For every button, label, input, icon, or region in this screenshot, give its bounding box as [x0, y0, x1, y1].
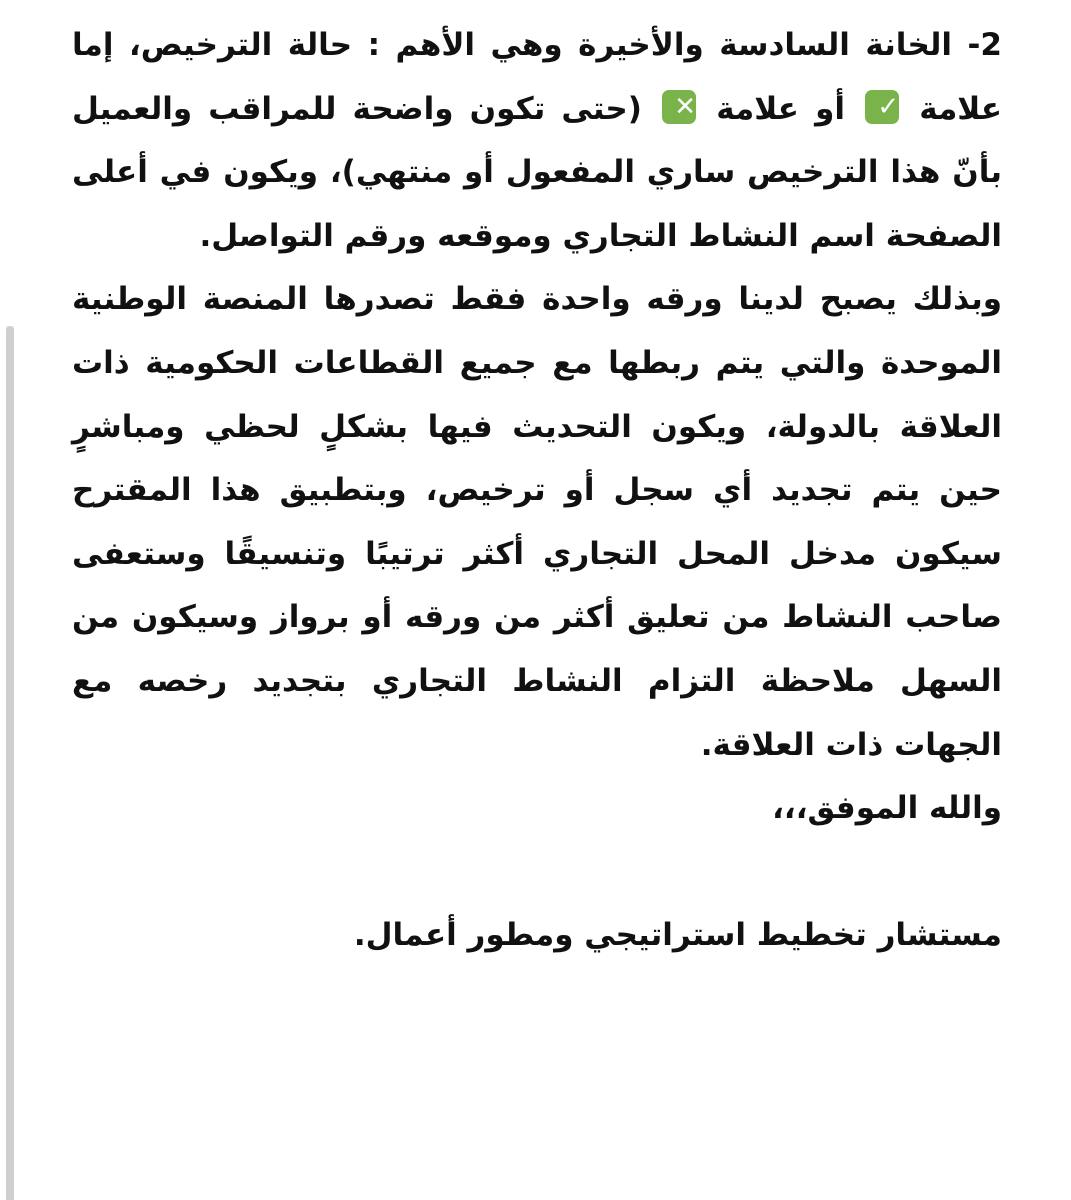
article-line-10: صاحب النشاط من تعليق أكثر من ورقه أو برواز وسيكون من — [72, 599, 1002, 636]
article-line-9: سيكون مدخل المحل التجاري أكثر ترتيبًا وتنسيقًا وستعفى — [72, 535, 1002, 572]
blank-line — [72, 841, 1002, 905]
article-line-4: الصفحة اسم النشاط التجاري وموقعه ورقم التواصل. — [199, 217, 1002, 254]
article-line-2 — [72, 78, 1002, 142]
line-2-prefix-1: علامة — [919, 90, 1003, 127]
article-line-12: الجهات ذات العلاقة. — [700, 726, 1002, 763]
signature-line: مستشار تخطيط استراتيجي ومطور أعمال. — [353, 917, 1002, 954]
line-2-prefix-2: أو علامة — [716, 90, 845, 127]
article-line-6: الموحدة والتي يتم ربطها مع جميع القطاعات الحكومية ذات — [72, 344, 1002, 381]
article-line-5: وبذلك يصبح لدينا ورقه واحدة فقط تصدرها المنصة الوطنية — [72, 281, 1002, 318]
scrollbar-thumb[interactable] — [6, 326, 14, 1200]
article-text — [72, 14, 1002, 968]
closing-line: والله الموفق،،، — [772, 790, 1002, 827]
article-line-11: السهل ملاحظة التزام النشاط التجاري بتجديد رخصه مع — [72, 662, 1002, 699]
article-line-1: 2- الخانة السادسة والأخيرة وهي الأهم : حالة الترخيص، إما — [72, 27, 1002, 63]
line-2-rest: (حتى تكون واضحة للمراقب والعميل — [72, 90, 642, 127]
white-check-mark-icon: ✓ — [865, 90, 899, 124]
cross-mark-button-icon: ✕ — [662, 90, 696, 124]
article-line-3: بأنّ هذا الترخيص ساري المفعول أو منتهي)، ويكون في أعلى — [72, 154, 1002, 191]
article-line-7: العلاقة بالدولة، ويكون التحديث فيها بشكلٍ لحظي ومباشرٍ — [72, 408, 1002, 445]
article-line-8: حين يتم تجديد أي سجل أو ترخيص، وبتطبيق هذا المقترح — [72, 472, 1002, 509]
scrollbar-track[interactable] — [6, 326, 14, 1200]
